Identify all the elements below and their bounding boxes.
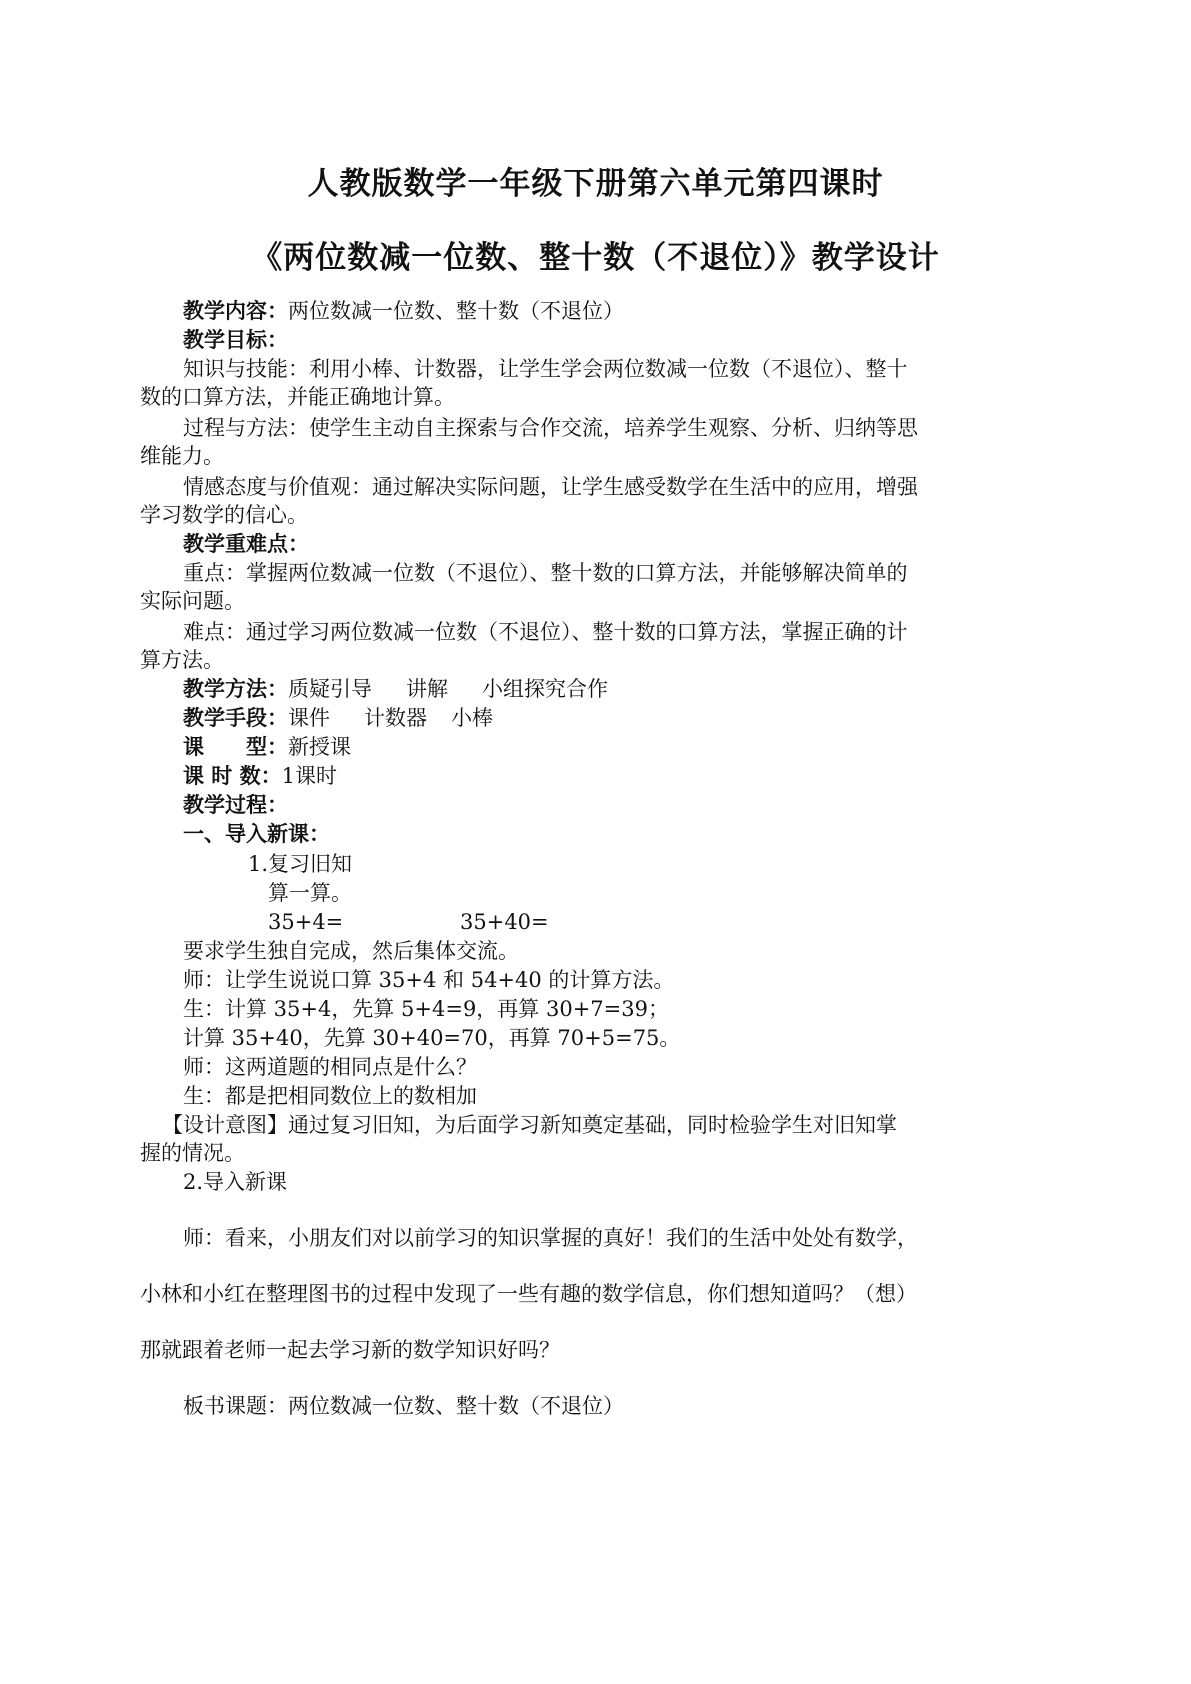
difficulty-line1: 难点：通过学习两位数减一位数（不退位）、整十数的口算方法，掌握正确的计 — [183, 620, 908, 644]
intro-paragraph-line3: 那就跟着老师一起去学习新的数学知识好吗？ — [140, 1338, 560, 1362]
document-title-line1: 人教版数学一年级下册第六单元第四课时 — [307, 166, 884, 202]
objectives-label: 教学目标： — [183, 328, 288, 352]
lesson-hours-value: 1课时 — [281, 764, 337, 788]
objective-attitude-line2: 学习数学的信心。 — [140, 503, 308, 527]
lesson-type-label-a: 课 — [183, 735, 204, 759]
teaching-method-item: 质疑引导 — [288, 677, 372, 701]
difficulty-line2: 算方法。 — [140, 648, 224, 672]
key-point-line2: 实际问题。 — [140, 589, 245, 613]
design-intent-line1: 【设计意图】通过复习旧知，为后面学习新知奠定基础，同时检验学生对旧知掌 — [162, 1113, 897, 1137]
lesson-hours-line — [183, 762, 337, 790]
objective-knowledge-line2: 数的口算方法，并能正确地计算。 — [140, 385, 455, 409]
intro-paragraph-line2: 小林和小红在整理图书的过程中发现了一些有趣的数学信息，你们想知道吗？（想） — [140, 1282, 917, 1306]
teaching-method-item: 小组探究合作 — [482, 677, 608, 701]
content-line — [183, 297, 624, 325]
document-title-line2: 《两位数减一位数、整十数（不退位）》教学设计 — [251, 240, 940, 276]
paragraph-require: 要求学生独自完成，然后集体交流。 — [183, 939, 519, 963]
process-label: 教学过程： — [183, 793, 288, 817]
intro-paragraph-line1: 师：看来，小朋友们对以前学习的知识掌握的真好！我们的生活中处处有数学， — [183, 1226, 918, 1250]
objective-process-line2: 维能力。 — [140, 444, 224, 468]
calc-problem-1: 35+4= — [268, 910, 344, 934]
paragraph-student-2: 生：都是把相同数位上的数相加 — [183, 1084, 477, 1108]
teaching-means-item: 小棒 — [451, 706, 493, 730]
board-title: 板书课题：两位数减一位数、整十数（不退位） — [183, 1394, 624, 1418]
paragraph-student-1b: 计算 35+40，先算 30+40=70，再算 70+5=75。 — [183, 1026, 681, 1050]
calc-problem-2: 35+40= — [460, 910, 549, 934]
paragraph-teacher-2: 师：这两道题的相同点是什么？ — [183, 1055, 477, 1079]
step-1-heading: 1.复习旧知 — [248, 852, 353, 876]
lesson-type-label-b: 型： — [246, 735, 288, 759]
section-heading-1: 一、导入新课： — [183, 822, 330, 846]
paragraph-student-1: 生：计算 35+4，先算 5+4=9，再算 30+7=39； — [183, 997, 669, 1021]
teaching-method-item: 讲解 — [406, 677, 448, 701]
content-text: 两位数减一位数、整十数（不退位） — [288, 299, 624, 323]
calc-prompt: 算一算。 — [268, 881, 352, 905]
teaching-method-line — [183, 675, 608, 703]
objective-knowledge-line1: 知识与技能：利用小棒、计数器，让学生学会两位数减一位数（不退位）、整十 — [183, 357, 908, 381]
lesson-hours-label: 课 时 数： — [183, 764, 282, 788]
objective-attitude-line1: 情感态度与价值观：通过解决实际问题，让学生感受数学在生活中的应用，增强 — [183, 475, 918, 499]
lesson-type-value: 新授课 — [288, 735, 351, 759]
content-label: 教学内容： — [183, 299, 288, 323]
teaching-means-label: 教学手段： — [183, 706, 288, 730]
design-intent-line2: 握的情况。 — [140, 1141, 245, 1165]
teaching-means-line — [183, 704, 493, 732]
key-point-line1: 重点：掌握两位数减一位数（不退位）、整十数的口算方法，并能够解决简单的 — [183, 561, 908, 585]
lesson-type-line — [183, 733, 351, 761]
teaching-means-item: 计数器 — [364, 706, 427, 730]
teaching-means-item: 课件 — [288, 706, 330, 730]
keypoints-label: 教学重难点： — [183, 532, 309, 556]
step-2-heading: 2.导入新课 — [183, 1170, 288, 1194]
teaching-method-label: 教学方法： — [183, 677, 288, 701]
objective-process-line1: 过程与方法：使学生主动自主探索与合作交流，培养学生观察、分析、归纳等思 — [183, 416, 918, 440]
paragraph-teacher-1: 师：让学生说说口算 35+4 和 54+40 的计算方法。 — [183, 968, 675, 992]
